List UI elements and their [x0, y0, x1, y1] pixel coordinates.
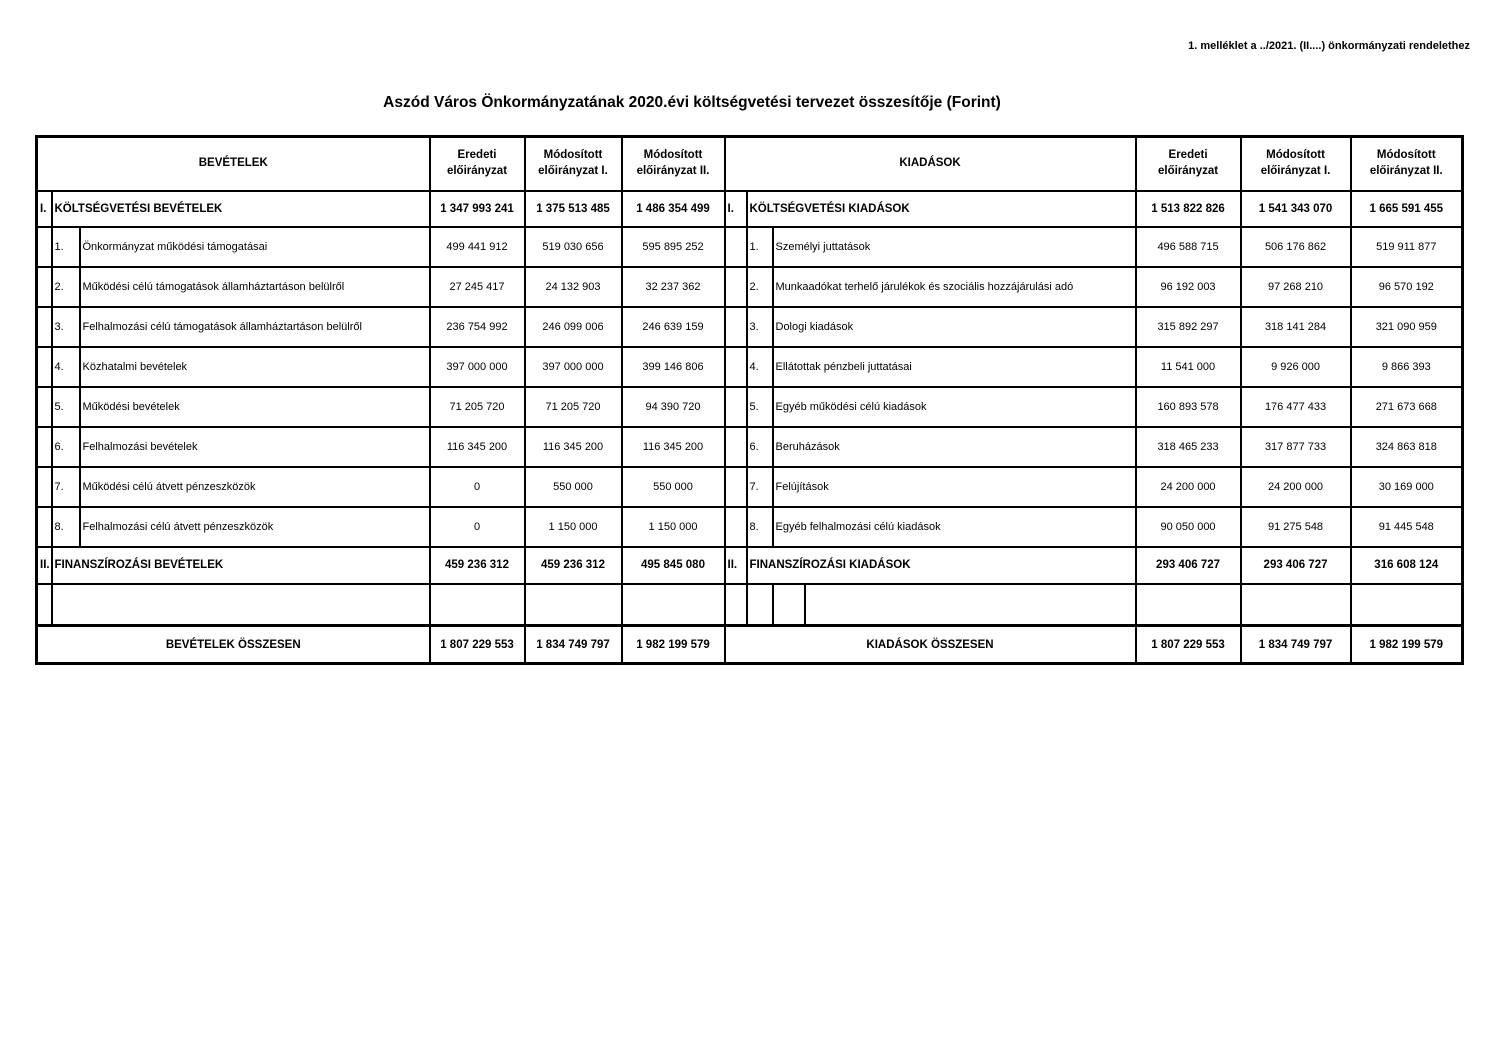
- right-section2-label: FINANSZÍROZÁSI KIADÁSOK: [747, 547, 1136, 584]
- totals-row: [37, 626, 1463, 664]
- left-row-v2: 519 030 656: [525, 227, 622, 267]
- revenues-total-v3: 1 982 199 579: [622, 626, 725, 664]
- revenues-total-label: BEVÉTELEK ÖSSZESEN: [37, 626, 430, 664]
- right-section1-roman: I.: [725, 191, 747, 227]
- right-row-v1: 315 892 297: [1136, 307, 1241, 347]
- table-row-1: [37, 227, 1463, 267]
- right-row-v3: 9 866 393: [1351, 347, 1463, 387]
- right-row-number: 5.: [747, 387, 773, 427]
- section-2-row: [37, 547, 1463, 584]
- table-row-2: [37, 267, 1463, 307]
- left-section2-v1: 459 236 312: [430, 547, 525, 584]
- left-row-number: 8.: [52, 507, 80, 547]
- left-row-label: Felhalmozási bevételek: [80, 427, 430, 467]
- right-section1-label: KÖLTSÉGVETÉSI KIADÁSOK: [747, 191, 1136, 227]
- right-row-v2: 176 477 433: [1241, 387, 1351, 427]
- right-row-number: 1.: [747, 227, 773, 267]
- empty-row: [37, 584, 1463, 626]
- right-row-number: 4.: [747, 347, 773, 387]
- left-section2-label: FINANSZÍROZÁSI BEVÉTELEK: [52, 547, 430, 584]
- right-col-header-original: Eredeti előirányzat: [1136, 137, 1241, 191]
- left-empty-value-cell: [525, 584, 622, 626]
- left-row-number: 7.: [52, 467, 80, 507]
- right-section1-v1: 1 513 822 826: [1136, 191, 1241, 227]
- right-row-v3: 321 090 959: [1351, 307, 1463, 347]
- right-empty-value-cell: [1351, 584, 1463, 626]
- left-row-label: Felhalmozási célú támogatások államháztartáson belülről: [80, 307, 430, 347]
- right-roman-spacer: [725, 387, 747, 427]
- right-row-label: Egyéb felhalmozási célú kiadások: [773, 507, 1136, 547]
- left-row-v3: 1 150 000: [622, 507, 725, 547]
- right-section2-v2: 293 406 727: [1241, 547, 1351, 584]
- right-row-v1: 24 200 000: [1136, 467, 1241, 507]
- right-row-label: Személyi juttatások: [773, 227, 1136, 267]
- table-row-8: [37, 507, 1463, 547]
- left-row-label: Működési bevételek: [80, 387, 430, 427]
- right-row-v1: 90 050 000: [1136, 507, 1241, 547]
- left-roman-spacer: [37, 387, 52, 427]
- left-col-header-modified-1: Módosított előirányzat I.: [525, 137, 622, 191]
- left-row-v2: 550 000: [525, 467, 622, 507]
- right-row-v2: 97 268 210: [1241, 267, 1351, 307]
- right-roman-spacer: [725, 227, 747, 267]
- left-row-v1: 116 345 200: [430, 427, 525, 467]
- left-empty-value-cell: [622, 584, 725, 626]
- right-row-number: 6.: [747, 427, 773, 467]
- left-section1-roman: I.: [37, 191, 52, 227]
- left-row-v3: 550 000: [622, 467, 725, 507]
- left-roman-spacer: [37, 347, 52, 387]
- right-row-v2: 24 200 000: [1241, 467, 1351, 507]
- expenditures-total-v1: 1 807 229 553: [1136, 626, 1241, 664]
- right-row-v1: 496 588 715: [1136, 227, 1241, 267]
- left-section1-v2: 1 375 513 485: [525, 191, 622, 227]
- left-row-v2: 1 150 000: [525, 507, 622, 547]
- right-row-label: Ellátottak pénzbeli juttatásai: [773, 347, 1136, 387]
- left-empty-value-cell: [430, 584, 525, 626]
- right-empty-value-cell: [1241, 584, 1351, 626]
- revenues-header: BEVÉTELEK: [37, 137, 430, 191]
- right-row-number: 7.: [747, 467, 773, 507]
- right-empty-cell: [773, 584, 805, 626]
- left-roman-spacer: [37, 467, 52, 507]
- right-row-v3: 91 445 548: [1351, 507, 1463, 547]
- right-roman-spacer: [725, 507, 747, 547]
- right-col-header-modified-1: Módosított előirányzat I.: [1241, 137, 1351, 191]
- left-row-number: 2.: [52, 267, 80, 307]
- left-empty-cell: [37, 584, 52, 626]
- left-row-v1: 397 000 000: [430, 347, 525, 387]
- right-row-v1: 160 893 578: [1136, 387, 1241, 427]
- right-row-v2: 9 926 000: [1241, 347, 1351, 387]
- left-section2-v2: 459 236 312: [525, 547, 622, 584]
- right-empty-cell: [805, 584, 1136, 626]
- left-row-v3: 32 237 362: [622, 267, 725, 307]
- left-row-label: Közhatalmi bevételek: [80, 347, 430, 387]
- left-roman-spacer: [37, 227, 52, 267]
- right-row-label: Munkaadókat terhelő járulékok és szociális hozzájárulási adó: [773, 267, 1136, 307]
- left-row-v3: 94 390 720: [622, 387, 725, 427]
- right-row-label: Felújítások: [773, 467, 1136, 507]
- right-empty-cell: [747, 584, 773, 626]
- right-row-v2: 318 141 284: [1241, 307, 1351, 347]
- expenditures-total-label: KIADÁSOK ÖSSZESEN: [725, 626, 1136, 664]
- page-title: Aszód Város Önkormányzatának 2020.évi költségvetési tervezet összesítője (Forint): [383, 94, 1001, 111]
- expenditures-total-v2: 1 834 749 797: [1241, 626, 1351, 664]
- left-section1-label: KÖLTSÉGVETÉSI BEVÉTELEK: [52, 191, 430, 227]
- right-row-v2: 91 275 548: [1241, 507, 1351, 547]
- table-row-7: [37, 467, 1463, 507]
- expenditures-total-v3: 1 982 199 579: [1351, 626, 1463, 664]
- revenues-total-v1: 1 807 229 553: [430, 626, 525, 664]
- left-row-label: Önkormányzat működési támogatásai: [80, 227, 430, 267]
- table-row-5: [37, 387, 1463, 427]
- left-row-number: 1.: [52, 227, 80, 267]
- left-row-v2: 24 132 903: [525, 267, 622, 307]
- right-roman-spacer: [725, 307, 747, 347]
- right-roman-spacer: [725, 467, 747, 507]
- section-1-row: [37, 191, 1463, 227]
- right-roman-spacer: [725, 427, 747, 467]
- left-row-v3: 246 639 159: [622, 307, 725, 347]
- left-row-v1: 0: [430, 507, 525, 547]
- left-roman-spacer: [37, 427, 52, 467]
- right-row-v1: 318 465 233: [1136, 427, 1241, 467]
- left-section1-v1: 1 347 993 241: [430, 191, 525, 227]
- right-section2-v1: 293 406 727: [1136, 547, 1241, 584]
- right-section1-v3: 1 665 591 455: [1351, 191, 1463, 227]
- left-row-v3: 595 895 252: [622, 227, 725, 267]
- right-row-number: 2.: [747, 267, 773, 307]
- left-row-v2: 397 000 000: [525, 347, 622, 387]
- right-section2-v3: 316 608 124: [1351, 547, 1463, 584]
- left-col-header-original: Eredeti előirányzat: [430, 137, 525, 191]
- left-row-number: 6.: [52, 427, 80, 467]
- right-empty-value-cell: [1136, 584, 1241, 626]
- right-empty-cell: [725, 584, 747, 626]
- attachment-note: 1. melléklet a ../2021. (II....) önkormányzati rendelethez: [1188, 40, 1470, 52]
- left-row-number: 4.: [52, 347, 80, 387]
- left-col-header-modified-2: Módosított előirányzat II.: [622, 137, 725, 191]
- left-section2-roman: II.: [37, 547, 52, 584]
- left-roman-spacer: [37, 507, 52, 547]
- left-row-v1: 0: [430, 467, 525, 507]
- left-row-v1: 499 441 912: [430, 227, 525, 267]
- right-row-label: Dologi kiadások: [773, 307, 1136, 347]
- left-row-label: Működési célú támogatások államháztartáson belülről: [80, 267, 430, 307]
- right-row-v3: 271 673 668: [1351, 387, 1463, 427]
- right-row-v3: 96 570 192: [1351, 267, 1463, 307]
- right-roman-spacer: [725, 267, 747, 307]
- right-row-v2: 506 176 862: [1241, 227, 1351, 267]
- left-row-v3: 116 345 200: [622, 427, 725, 467]
- right-row-v3: 519 911 877: [1351, 227, 1463, 267]
- right-col-header-modified-2: Módosított előirányzat II.: [1351, 137, 1463, 191]
- right-row-v2: 317 877 733: [1241, 427, 1351, 467]
- left-row-v2: 246 099 006: [525, 307, 622, 347]
- table-header-row: [37, 137, 1463, 191]
- left-section1-v3: 1 486 354 499: [622, 191, 725, 227]
- left-row-label: Működési célú átvett pénzeszközök: [80, 467, 430, 507]
- left-row-number: 3.: [52, 307, 80, 347]
- left-section2-v3: 495 845 080: [622, 547, 725, 584]
- table-row-3: [37, 307, 1463, 347]
- right-row-number: 8.: [747, 507, 773, 547]
- left-row-v3: 399 146 806: [622, 347, 725, 387]
- left-row-v2: 71 205 720: [525, 387, 622, 427]
- right-roman-spacer: [725, 347, 747, 387]
- right-row-number: 3.: [747, 307, 773, 347]
- revenues-total-v2: 1 834 749 797: [525, 626, 622, 664]
- expenditures-header: KIADÁSOK: [725, 137, 1136, 191]
- table-row-4: [37, 347, 1463, 387]
- left-row-v1: 236 754 992: [430, 307, 525, 347]
- left-roman-spacer: [37, 307, 52, 347]
- right-row-label: Egyéb működési célú kiadások: [773, 387, 1136, 427]
- right-section1-v2: 1 541 343 070: [1241, 191, 1351, 227]
- table-row-6: [37, 427, 1463, 467]
- right-row-label: Beruházások: [773, 427, 1136, 467]
- left-empty-cell: [52, 584, 430, 626]
- right-row-v1: 11 541 000: [1136, 347, 1241, 387]
- left-row-number: 5.: [52, 387, 80, 427]
- left-row-v1: 71 205 720: [430, 387, 525, 427]
- left-row-v1: 27 245 417: [430, 267, 525, 307]
- right-row-v1: 96 192 003: [1136, 267, 1241, 307]
- right-section2-roman: II.: [725, 547, 747, 584]
- right-row-v3: 30 169 000: [1351, 467, 1463, 507]
- right-row-v3: 324 863 818: [1351, 427, 1463, 467]
- budget-summary-table: [35, 135, 1464, 665]
- left-row-label: Felhalmozási célú átvett pénzeszközök: [80, 507, 430, 547]
- left-roman-spacer: [37, 267, 52, 307]
- left-row-v2: 116 345 200: [525, 427, 622, 467]
